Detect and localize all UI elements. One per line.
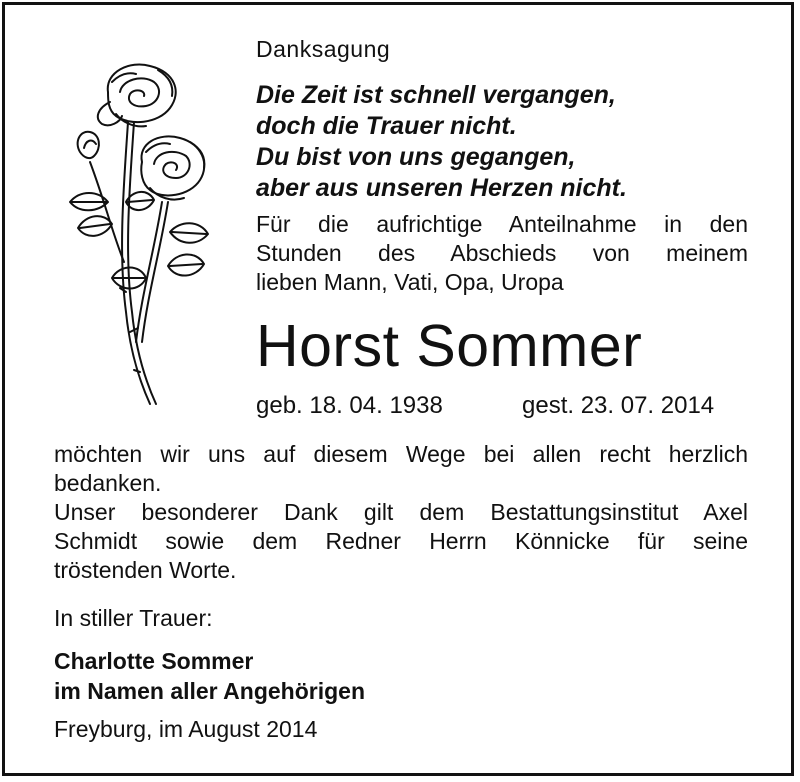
birth-date: geb. 18. 04. 1938 xyxy=(256,392,443,419)
intro-line: Stunden des Abschieds von meinem xyxy=(256,240,748,266)
signer-name: Charlotte Sommer xyxy=(54,648,254,674)
death-date: gest. 23. 07. 2014 xyxy=(522,392,715,419)
closing-phrase: In stiller Trauer: xyxy=(54,605,213,631)
verse-line: Die Zeit ist schnell vergangen, xyxy=(256,81,616,109)
heading-danksagung: Danksagung xyxy=(256,36,391,62)
signer-note: im Namen aller Angehörigen xyxy=(54,678,365,704)
thanks-paragraph xyxy=(54,440,748,585)
place-date: Freyburg, im August 2014 xyxy=(54,716,318,742)
intro-line: Für die aufrichtige Anteilnahme in den xyxy=(256,211,748,237)
signer-block xyxy=(54,646,365,706)
verse-line: doch die Trauer nicht. xyxy=(256,112,517,140)
body-line: Unser besonderer Dank gilt dem Bestattungsinstitut Axel xyxy=(54,499,748,525)
intro-paragraph xyxy=(256,210,748,297)
verse-block xyxy=(256,80,627,204)
body-line: möchten wir uns auf diesem Wege bei allen recht herzlich xyxy=(54,441,748,467)
verse-line: aber aus unseren Herzen nicht. xyxy=(256,174,627,202)
body-line: Schmidt sowie dem Redner Herrn Könnicke für seine xyxy=(54,528,748,554)
intro-line: lieben Mann, Vati, Opa, Uropa xyxy=(256,269,564,295)
rose-illustration-icon xyxy=(50,52,220,412)
deceased-name: Horst Sommer xyxy=(256,313,643,379)
body-line: bedanken. xyxy=(54,470,162,496)
verse-line: Du bist von uns gegangen, xyxy=(256,143,576,171)
body-line: tröstenden Worte. xyxy=(54,557,237,583)
